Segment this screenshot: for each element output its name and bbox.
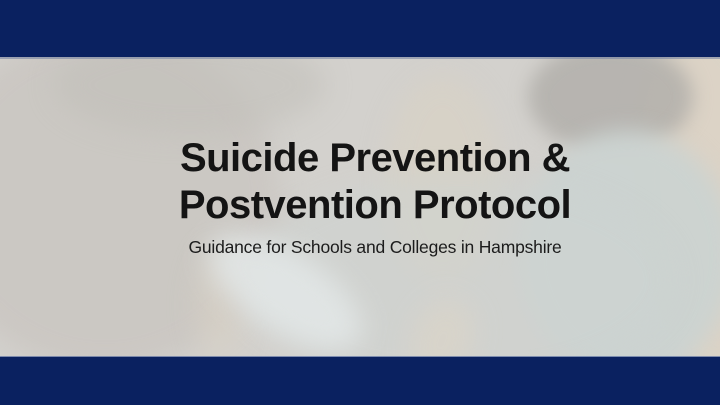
slide-title-line-1: Suicide Prevention & — [179, 136, 571, 180]
slide-title — [15, 135, 720, 229]
title-block — [15, 135, 720, 259]
slide-title-line-2: Postvention Protocol — [178, 183, 572, 227]
bottom-bar — [0, 357, 720, 405]
top-bar — [0, 0, 720, 57]
slide-subtitle: Guidance for Schools and Colleges in Hampshire — [188, 237, 562, 257]
